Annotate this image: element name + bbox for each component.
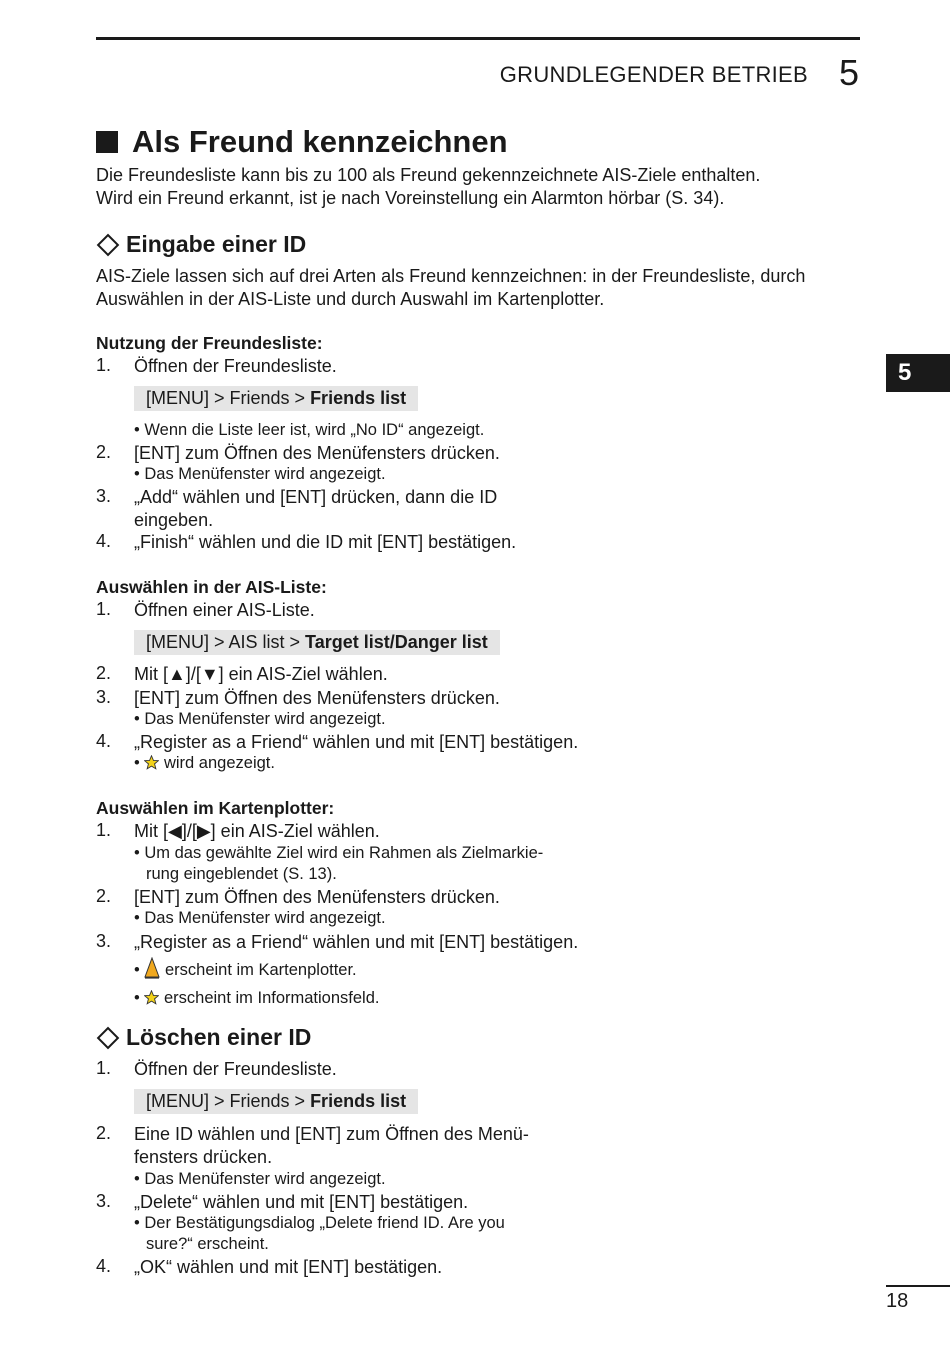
step-text: Öffnen der Freundesliste. <box>134 356 337 376</box>
step-text: „Register as a Friend“ wählen und mit [ENT] bestätigen. <box>134 932 579 952</box>
intro-line-1: Die Freundesliste kann bis zu 100 als Freund gekennzeichnete AIS-Ziele enthalten. <box>96 165 761 185</box>
subsection-title-entry <box>96 231 306 258</box>
bullet-note: • Das Menüfenster wird angezeigt. <box>134 909 386 927</box>
subsection-title-delete <box>96 1024 311 1051</box>
bullet-note-cont: sure?“ erscheint. <box>146 1235 269 1253</box>
step-number: 3. <box>96 1191 112 1211</box>
bullet-note: • Um das gewählte Ziel wird ein Rahmen als Zielmarkie- <box>134 844 544 862</box>
bullet-text: erscheint im Informationsfeld. <box>163 989 380 1007</box>
bullet-note <box>134 957 357 981</box>
step-number: 4. <box>96 731 112 751</box>
bullet-dot: • <box>134 961 145 979</box>
step-number: 1. <box>96 820 112 840</box>
step-number: 3. <box>96 687 112 707</box>
star-icon <box>144 990 159 1005</box>
step-number: 1. <box>96 355 112 375</box>
entry-text-2: Auswählen in der AIS-Liste und durch Auswahl im Kartenplotter. <box>96 289 605 309</box>
step-text: [ENT] zum Öffnen des Menüfensters drücken. <box>134 443 500 463</box>
menu-path <box>134 630 500 655</box>
header-rule <box>96 37 860 40</box>
section-square-icon <box>96 131 118 153</box>
chapter-number: 5 <box>838 52 859 93</box>
bullet-note: • Der Bestätigungsdialog „Delete friend ID. Are you <box>134 1214 505 1232</box>
subsection-title-text: Löschen einer ID <box>126 1024 312 1050</box>
subsection-title-text: Eingabe einer ID <box>126 231 307 257</box>
menu-path-prefix: [MENU] > Friends > <box>146 1091 311 1111</box>
diamond-icon <box>97 1026 120 1049</box>
intro-line-2: Wird ein Freund erkannt, ist je nach Voreinstellung ein Alarmton hörbar (S. 34). <box>96 188 725 208</box>
step-number: 3. <box>96 486 112 506</box>
bullet-text: erscheint im Kartenplotter. <box>164 961 357 979</box>
section-title-text: Als Freund kennzeichnen <box>132 124 508 159</box>
step-text: Mit [◀]/[▶] ein AIS-Ziel wählen. <box>134 821 380 841</box>
bullet-note: • Wenn die Liste leer ist, wird „No ID“ angezeigt. <box>134 421 485 439</box>
step-text: „Add“ wählen und [ENT] drücken, dann die ID <box>134 487 498 507</box>
step-text: Öffnen der Freundesliste. <box>134 1059 337 1079</box>
step-text: „Delete“ wählen und mit [ENT] bestätigen. <box>134 1192 469 1212</box>
bullet-note <box>134 988 379 1009</box>
step-text: Eine ID wählen und [ENT] zum Öffnen des Menü- <box>134 1124 529 1144</box>
menu-path-target: Friends list <box>310 388 407 408</box>
step-text: [ENT] zum Öffnen des Menüfensters drücken. <box>134 887 500 907</box>
menu-path <box>134 1089 418 1114</box>
friends-heading: Nutzung der Freundesliste: <box>96 333 323 353</box>
plotter-heading: Auswählen im Kartenplotter: <box>96 798 335 818</box>
step-text: [ENT] zum Öffnen des Menüfensters drücken. <box>134 688 500 708</box>
bullet-note: • Das Menüfenster wird angezeigt. <box>134 1170 386 1188</box>
bullet-dot: • <box>134 989 145 1007</box>
menu-path-prefix: [MENU] > Friends > <box>146 388 311 408</box>
ais-heading: Auswählen in der AIS-Liste: <box>96 577 327 597</box>
step-number: 1. <box>96 599 112 619</box>
friend-cone-icon <box>144 957 160 979</box>
step-text: „Register as a Friend“ wählen und mit [ENT] bestätigen. <box>134 732 579 752</box>
diamond-icon <box>97 233 120 256</box>
step-text-cont: eingeben. <box>134 510 214 530</box>
step-text: Mit [▲]/[▼] ein AIS-Ziel wählen. <box>134 664 388 684</box>
bullet-note-cont: rung eingeblendet (S. 13). <box>146 865 337 883</box>
star-icon <box>144 755 159 770</box>
bullet-text: wird angezeigt. <box>163 754 275 772</box>
entry-text-1: AIS-Ziele lassen sich auf drei Arten als Freund kennzeichnen: in der Freundesliste, durch <box>96 266 806 286</box>
step-number: 2. <box>96 442 112 462</box>
menu-path-prefix: [MENU] > AIS list > <box>146 632 306 652</box>
bullet-dot: • <box>134 754 145 772</box>
menu-path-target: Friends list <box>310 1091 407 1111</box>
step-number: 1. <box>96 1058 112 1078</box>
step-text: „OK“ wählen und mit [ENT] bestätigen. <box>134 1257 443 1277</box>
menu-path <box>134 386 418 411</box>
step-text-cont: fensters drücken. <box>134 1147 273 1167</box>
step-number: 2. <box>96 663 112 683</box>
section-title <box>96 124 508 160</box>
menu-path-target: Target list/Danger list <box>305 632 488 652</box>
step-number: 4. <box>96 531 112 551</box>
step-text: Öffnen einer AIS-Liste. <box>134 600 315 620</box>
step-number: 2. <box>96 1123 112 1143</box>
step-number: 4. <box>96 1256 112 1276</box>
bullet-note <box>134 753 275 774</box>
footer-rule <box>886 1285 950 1287</box>
step-text: „Finish“ wählen und die ID mit [ENT] bestätigen. <box>134 532 517 552</box>
chapter-side-tab[interactable]: 5 <box>886 354 950 392</box>
chapter-title: GRUNDLEGENDER BETRIEB <box>499 62 808 87</box>
step-number: 3. <box>96 931 112 951</box>
bullet-note: • Das Menüfenster wird angezeigt. <box>134 710 386 728</box>
page-number: 18 <box>886 1290 909 1312</box>
step-number: 2. <box>96 886 112 906</box>
bullet-note: • Das Menüfenster wird angezeigt. <box>134 465 386 483</box>
